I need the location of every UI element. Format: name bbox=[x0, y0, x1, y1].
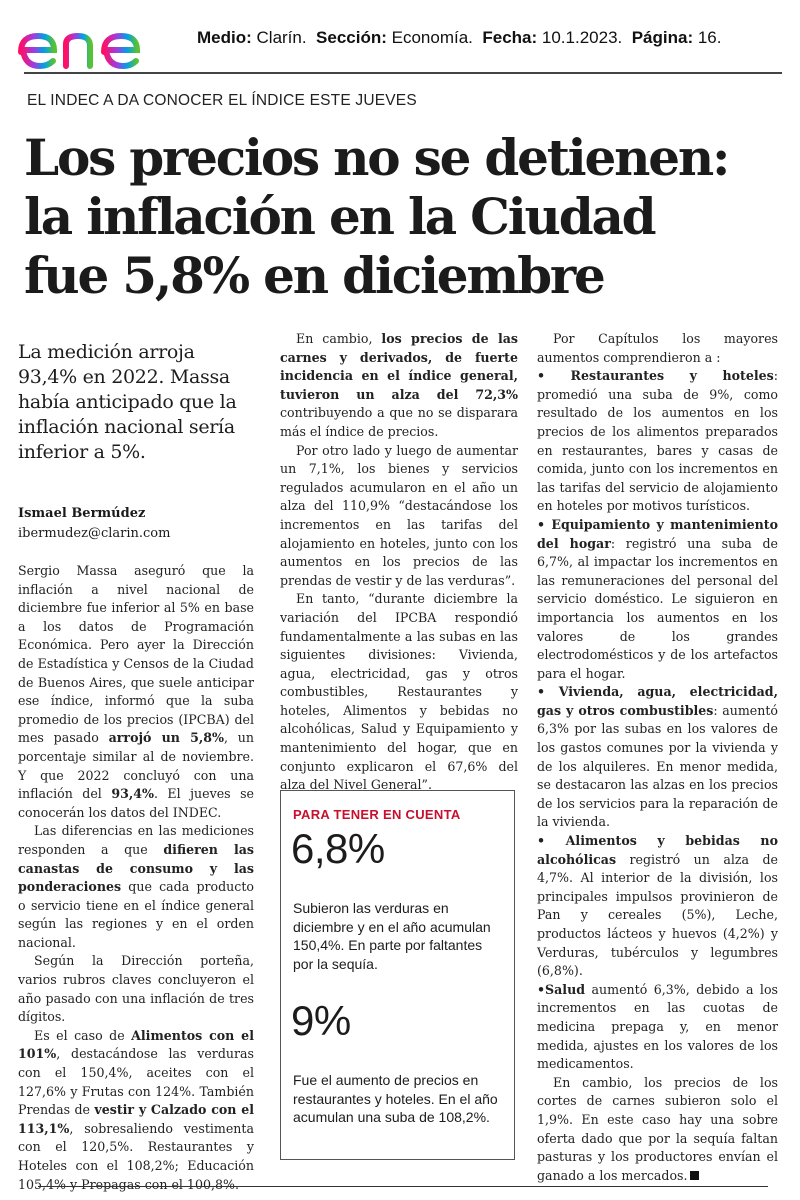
article-column-1 bbox=[18, 562, 254, 1194]
list-item: •Salud aumentó 6,3%, debido a los incrementos en las cuotas de medicina prepaga y, en menor medida, ajustes en los valores de los medicamentos. bbox=[537, 981, 778, 1072]
author: Ismael Bermúdez bbox=[18, 506, 146, 521]
stat-vegetables-text: Subieron las verduras en diciembre y en el año acumulan 150,4%. En parte por faltantes por la sequía. bbox=[293, 900, 491, 972]
paragraph: Por Capítulos los mayores aumentos comprendieron a : bbox=[537, 331, 778, 365]
paragraph: Según la Dirección porteña, varios rubros claves concluyeron el año pasado con una inflación de tres dígitos. bbox=[18, 953, 254, 1025]
stat-restaurants-text: Fue el aumento de precios en restaurantes y hoteles. En el año acumulan una suba de 108,2%. bbox=[293, 1072, 498, 1125]
paragraph: En cambio, los precios de los cortes de carnes subieron solo el 1,9%. En este caso hay una sobre oferta dado que por la sequía faltan pasturas y los productores envían el ganado a los mercados. bbox=[537, 1074, 778, 1183]
bottom-divider bbox=[38, 1186, 768, 1187]
source-metadata: Medio: Clarín. Sección: Economía. Fecha: 10.1.2023. Página: 16. bbox=[197, 28, 722, 47]
end-mark bbox=[690, 1171, 699, 1180]
list-item: • Alimentos y bebidas no alcohólicas registró un alza de 4,7%. Al interior de la división, los principales impulsos provinieron de Pan y cereales (5%), Leche, productos lácteos y huevos (4,2%) y Verduras, tubérculos y legumbres (6,8%). bbox=[537, 833, 778, 979]
paragraph: Es el caso de Alimentos con el 101%, destacándose las verduras con el 150,4%, aceites con el 127,6% y Frutas con 124%. También Prendas de vestir y Calzado con el 113,1%, sobresaliendo vestimenta con el 120,5%. Restaurantes y Hoteles con el 108,2%; Educación 105,4% y Prepagas con el 100,8%. bbox=[18, 1027, 254, 1192]
paragraph: En tanto, “durante diciembre la variación del IPCBA respondió fundamentalmente a las subas en las siguientes divisiones: Vivienda, agua, electricidad, gas y otros combustibles, Restaurantes y hoteles, Alimentos y bebidas no alcohólicas, Salud y Equipamiento y mantenimiento del hogar, que en conjunto explicaron el 67,6% del alza del Nivel General”. bbox=[280, 591, 518, 793]
paragraph: Por otro lado y luego de aumentar un 7,1%, los bienes y servicios regulados acumularon en el año un alza del 110,9% “destacándose los incrementos en las tarifas del alojamiento en hoteles, junto con los aumentos en los precios de las prendas de vestir y de las verduras”. bbox=[280, 442, 518, 588]
list-item: • Equipamiento y mantenimiento del hogar: registró una suba de 6,7%, al impactar los incrementos en las remuneraciones del personal del servicio doméstico. Le siguieron en importancia los aumentos en los valores de los grandes electrodomésticos y de los artefactos para el hogar. bbox=[537, 516, 778, 681]
article-column-3 bbox=[537, 330, 778, 1185]
paragraph: Las diferencias en las mediciones responden a que difieren las canastas de consumo y las ponderaciones que cada producto o servicio tiene en el índice general según las regiones y en el orden nacional. bbox=[18, 823, 254, 950]
article-column-2 bbox=[280, 330, 518, 795]
stat-restaurants: 9% bbox=[291, 997, 351, 1044]
kicker: EL INDEC A DA CONOCER EL ÍNDICE ESTE JUEVES bbox=[27, 92, 417, 109]
paragraph: Sergio Massa aseguró que la inflación a nivel nacional de diciembre fue inferior al 5% en base a los datos de Programación Económica. Pero ayer la Dirección de Estadística y Censos de la Ciudad de Buenos Aires, que suele anticipar ese índice, informó que la suba promedio de los precios (IPCBA) del mes pasado arrojó un 5,8%, un porcentaje similar al de noviembre. Y que 2022 concluyó con una inflación del 93,4%. El jueves se conocerán los datos del INDEC. bbox=[18, 563, 254, 820]
author-email[interactable]: ibermudez@clarin.com bbox=[18, 526, 171, 541]
deck: La medición arroja 93,4% en 2022. Massa había anticipado que la inflación nacional sería inferior a 5%. bbox=[18, 341, 237, 463]
paragraph: En cambio, los precios de las carnes y derivados, de fuerte incidencia en el índice general, tuvieron un alza del 72,3% contribuyendo a que no se disparara más el índice de precios. bbox=[280, 331, 518, 439]
headline: Los precios no se detienen: la inflación en la Ciudad fue 5,8% en diciembre bbox=[24, 128, 729, 305]
top-divider bbox=[24, 72, 782, 74]
list-item: • Vivienda, agua, electricidad, gas y otros combustibles: aumentó 6,3% por las subas en los valores de los gastos comunes por la vivienda y de los alquileres. En menor medida, se destacaron las alzas en los precios de los servicios para la reparación de la vivienda. bbox=[537, 684, 778, 830]
enel-logo bbox=[16, 14, 176, 74]
stat-vegetables: 6,8% bbox=[291, 825, 385, 872]
sidebar-box bbox=[280, 790, 515, 1160]
list-item: • Restaurantes y hoteles: promedió una suba de 9%, como resultado de los aumentos en los precios de los alimentos preparados en restaurantes, bares y casas de comida, junto con los incrementos en las tarifas del servicio de alojamiento en hoteles por motivos turísticos. bbox=[537, 368, 778, 514]
sidebar-label: PARA TENER EN CUENTA bbox=[293, 807, 461, 822]
